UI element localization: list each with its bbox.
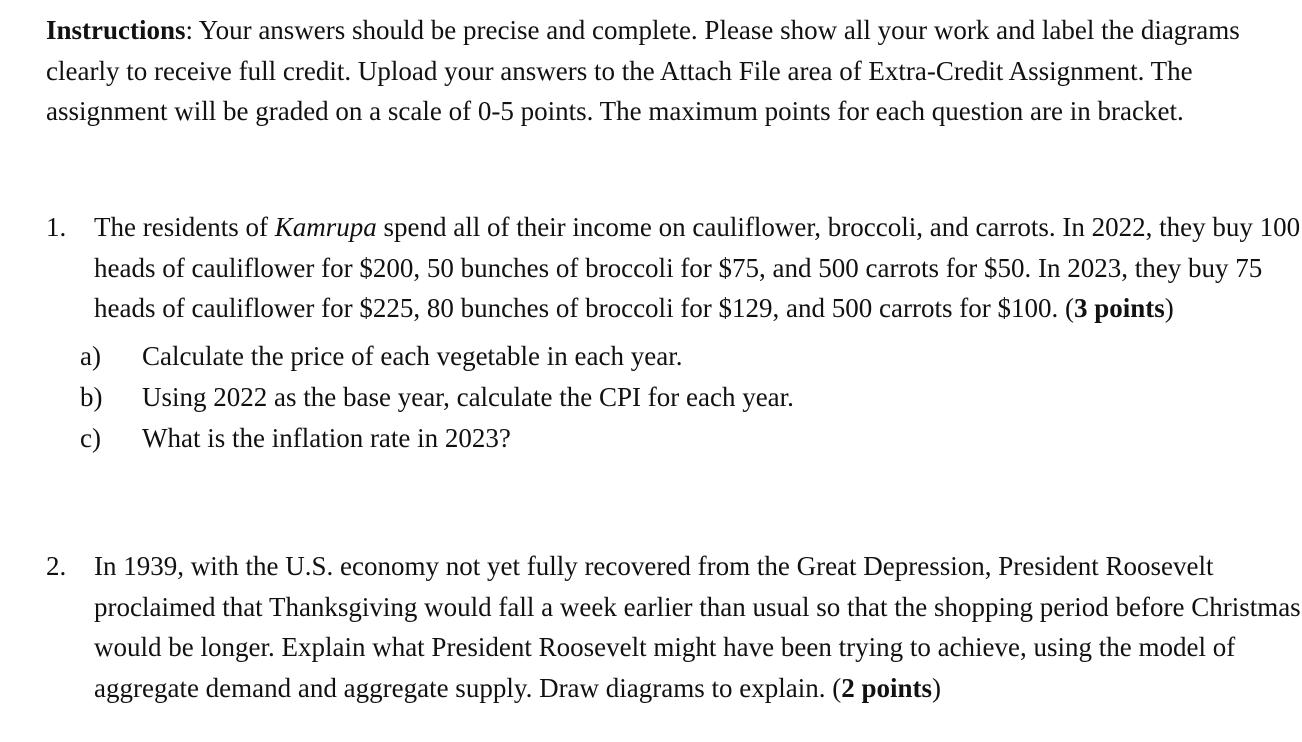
question-1-points: 3 points (1073, 293, 1165, 323)
question-1-part-c (80, 418, 1302, 459)
question-1-part-a (80, 336, 1302, 377)
part-b-label: b) (80, 381, 103, 412)
part-a-label: a) (80, 340, 101, 371)
question-2-body: In 1939, with the U.S. economy not yet fully recovered from the Great Depression, President Roosevelt proclaimed that Thanksgiving would fall a week earlier than usual so that the shopping period before Christmas would be longer. Explain what President Roosevelt might have been trying to achieve, using the model of aggregate demand and aggregate supply. Draw diagrams to explain. ( (94, 551, 1301, 703)
question-1-text (94, 207, 1302, 329)
question-1 (46, 207, 1302, 459)
question-1-part-b (80, 377, 1302, 418)
question-1-text-after: spend all of their income on cauliflower, broccoli, and carrots. In 2022, they buy 100 heads of cauliflower for $200, 50 bunches of broccoli for $75, and 500 carrots for $50. In 2023, they buy 75 heads of cauliflower for $225, 80 bunches of broccoli for $129, and 500 carrots for $100. ( (94, 212, 1301, 323)
question-2-number: 2. (46, 551, 67, 581)
question-1-text-before: The residents of (94, 212, 275, 242)
instructions-text: : Your answers should be precise and complete. Please show all your work and label the diagrams clearly to receive full credit. Upload your answers to the Attach File area of Extra-Credit Assignment. The assignment will be graded on a scale of 0-5 points. The maximum points for each question are in bracket. (46, 15, 1240, 126)
question-2-close: ) (932, 672, 942, 703)
instructions-paragraph (46, 10, 1302, 132)
question-2 (46, 546, 1302, 708)
part-a-text: Calculate the price of each vegetable in each year. (142, 340, 683, 371)
question-1-number: 1. (46, 212, 67, 242)
question-2-points: 2 points (841, 672, 933, 703)
question-1-close: ) (1164, 293, 1174, 323)
part-c-label: c) (80, 422, 101, 453)
question-2-text (94, 546, 1302, 708)
instructions-label: Instructions (46, 15, 186, 45)
question-1-country: Kamrupa (274, 212, 377, 242)
part-c-text: What is the inflation rate in 2023? (142, 422, 511, 453)
question-1-parts (80, 336, 1302, 459)
part-b-text: Using 2022 as the base year, calculate the CPI for each year. (142, 381, 794, 412)
